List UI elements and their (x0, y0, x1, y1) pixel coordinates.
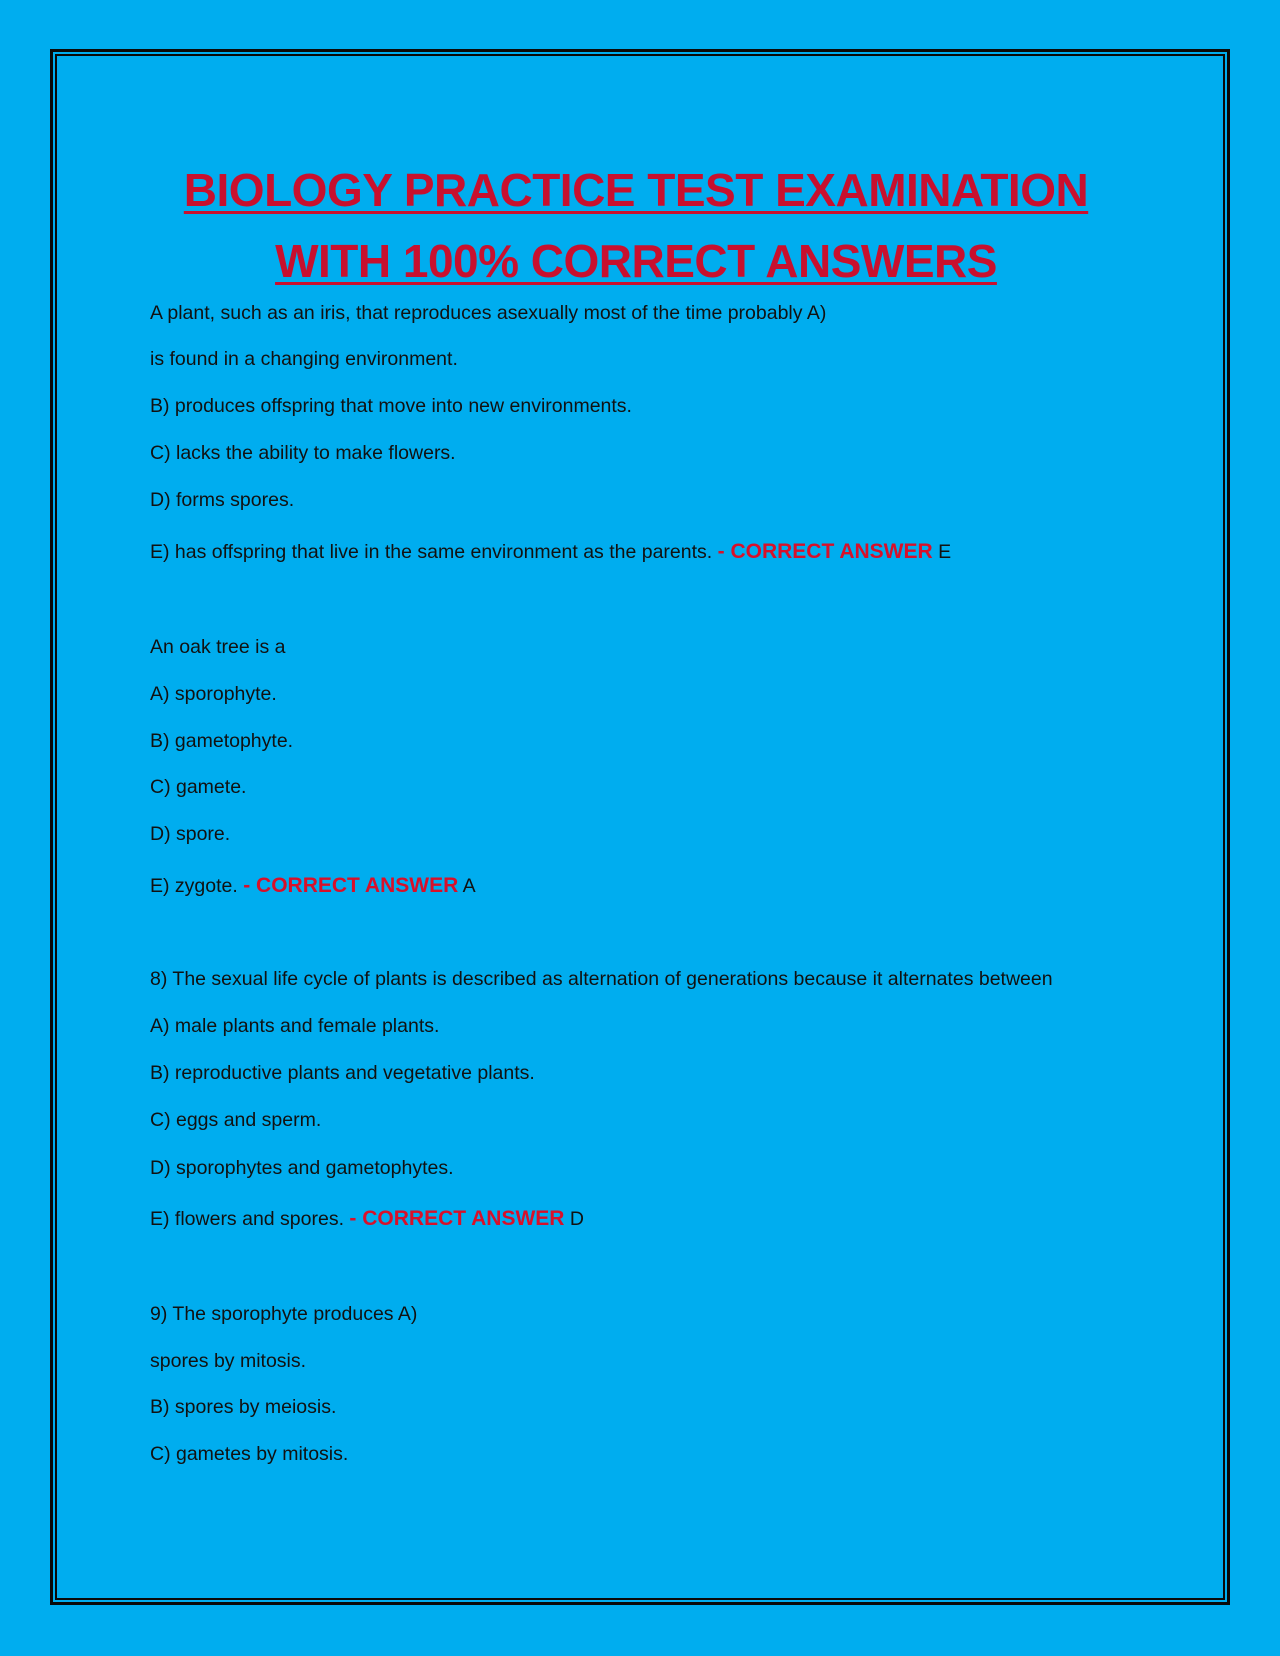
question-1-option-b: B) produces offspring that move into new environments. (150, 395, 632, 417)
question-2-option-d: D) spore. (150, 823, 231, 845)
question-1-option-c: C) lacks the ability to make flowers. (150, 442, 456, 464)
question-3-option-e-text: E) flowers and spores. (150, 1208, 350, 1230)
question-3-option-c: C) eggs and sperm. (150, 1109, 322, 1131)
question-2-stem: An oak tree is a (150, 636, 286, 658)
question-3-answer-label: - CORRECT ANSWER (349, 1207, 565, 1230)
question-2-option-e-text: E) zygote. (150, 875, 244, 897)
question-1-option-d: D) forms spores. (150, 489, 295, 511)
question-4-option-b: B) spores by meiosis. (150, 1396, 337, 1418)
question-3-option-a: A) male plants and female plants. (150, 1015, 440, 1037)
question-2-option-b: B) gametophyte. (150, 730, 294, 752)
question-3-option-d: D) sporophytes and gametophytes. (150, 1157, 454, 1179)
question-3-answer-value: D (564, 1208, 584, 1230)
question-1-option-e (150, 539, 951, 565)
question-2-answer-label: - CORRECT ANSWER (243, 874, 459, 897)
question-3-option-e (150, 1206, 584, 1232)
question-1-option-e-text: E) has offspring that live in the same environment as the parents. (150, 541, 718, 563)
question-1-stem: A plant, such as an iris, that reproduces asexually most of the time probably A) (150, 302, 827, 324)
question-1-option-a: is found in a changing environment. (150, 348, 458, 370)
question-4-stem: 9) The sporophyte produces A) (150, 1303, 418, 1325)
question-4-option-a: spores by mitosis. (150, 1350, 307, 1372)
question-2-option-a: A) sporophyte. (150, 683, 277, 705)
question-3-option-b: B) reproductive plants and vegetative plants. (150, 1062, 535, 1084)
question-1-answer-label: - CORRECT ANSWER (717, 540, 933, 563)
question-2-answer-value: A (458, 875, 476, 897)
page-title-line-1: BIOLOGY PRACTICE TEST EXAMINATION (183, 164, 1089, 216)
question-1-answer-value: E (932, 541, 952, 563)
question-2-option-c: C) gamete. (150, 776, 247, 798)
page-title-line-2: WITH 100% CORRECT ANSWERS (275, 235, 997, 287)
question-4-option-c: C) gametes by mitosis. (150, 1443, 349, 1465)
question-3-stem: 8) The sexual life cycle of plants is described as alternation of generations because it alternates between (150, 968, 1053, 990)
question-2-option-e (150, 873, 476, 899)
